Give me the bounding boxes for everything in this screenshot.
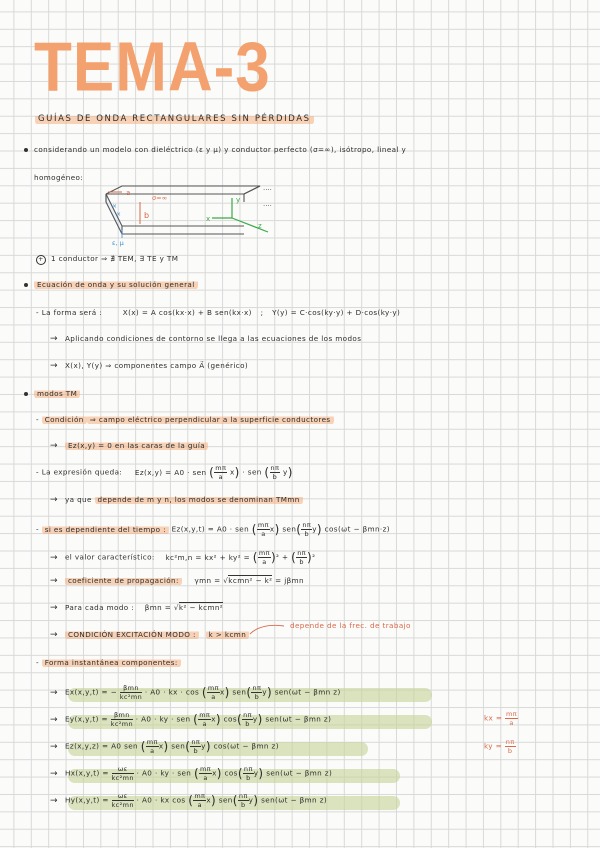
frac-n-pi-b xyxy=(296,549,307,566)
axis-z-line xyxy=(232,218,268,232)
mode-label: Para cada modo : xyxy=(64,603,135,612)
cos-text: cos xyxy=(223,714,237,724)
eq-tail: sen(ωt − βmn z) xyxy=(265,714,332,724)
frac-num: nπ xyxy=(243,711,252,719)
expression-label: La expresión queda: xyxy=(41,467,123,477)
paren-open: ( xyxy=(236,712,243,727)
frac-n-pi-b xyxy=(251,684,262,701)
conductor-note xyxy=(36,254,178,265)
intro-line-1 xyxy=(24,145,406,154)
kx-note xyxy=(484,710,518,727)
var-x: x xyxy=(212,768,217,778)
axis-x-label: x xyxy=(206,215,211,223)
char-label: el valor característico: xyxy=(64,552,155,562)
frac-m-pi-a xyxy=(207,684,220,701)
frac-num: mπ xyxy=(257,521,269,529)
sqrt-icon: √ xyxy=(223,576,229,585)
frac-n-pi-b xyxy=(190,738,201,755)
arrow-right-icon: → xyxy=(50,768,58,779)
frac-beta-kc xyxy=(120,684,142,701)
dash-icon: - xyxy=(36,467,39,477)
frac-den: a xyxy=(150,747,155,755)
frac-den: a xyxy=(261,530,266,538)
arrow-right-icon: → xyxy=(50,552,58,563)
frac-m-pi-a xyxy=(146,738,159,755)
eq-ey-line xyxy=(50,711,331,728)
condition-label: Condición xyxy=(42,414,87,425)
frac-den: b xyxy=(272,473,278,481)
time-line: - si es dependiente del tiempo : Ez(x,y,t) = A0 · sen ( $\frac{m\pi}{a}$ x) sen( $\frac{n\pi}{b}$ y) cos(ωt − βmn·z) xyxy=(36,521,390,538)
frac-den: a xyxy=(262,558,267,566)
frac-num: βmn xyxy=(120,684,142,693)
frac-m-pi-a xyxy=(258,549,271,566)
paren-open: ( xyxy=(140,739,146,754)
frac-num: nπ xyxy=(191,738,201,746)
paren-open: ( xyxy=(264,465,270,480)
conductor-note-text: 1 conductor ⇒ ∄ TEM, ∃ TE y TM xyxy=(51,254,179,263)
paren-open: ( xyxy=(237,766,243,781)
section3-heading-text: Forma instantánea componentes: xyxy=(42,657,181,668)
paren-close: ) xyxy=(253,793,259,808)
eq-tail: sen(ωt − βmn z) xyxy=(274,687,341,697)
frac-num: βmn xyxy=(111,711,133,720)
var-y: y xyxy=(312,524,317,534)
section1-heading-text: Ecuación de onda y su solución general xyxy=(34,279,198,290)
section1-arrow-2 xyxy=(50,361,248,371)
expression-line: - La expresión queda: Ez(x,y) = A0 · sen ( $\frac{m\pi}{a}$ x) · sen ( $\frac{n\pi}{b}$ y) xyxy=(36,464,293,481)
cross-mark-icon: × xyxy=(116,211,122,218)
frac-omega-kc xyxy=(112,792,134,809)
time-eq-start: Ez(x,y,t) = A0 · sen xyxy=(171,524,250,534)
paren-open: ( xyxy=(188,793,194,808)
paren-open: ( xyxy=(193,712,199,727)
form-label: La forma será : xyxy=(41,308,103,317)
condition-text: ⇒ campo eléctrico perpendicular a la superficie conductores xyxy=(87,414,334,425)
time-eq-end: cos(ωt − βmn·z) xyxy=(324,524,390,534)
axis-y-label: y xyxy=(236,196,241,204)
frac-num: mπ xyxy=(207,684,219,692)
mode-line xyxy=(50,603,223,613)
frac-den: b xyxy=(299,558,304,566)
eq-tail-cos: cos(ωt − βmn z) xyxy=(213,741,279,751)
char-line: → el valor característico: kc²m,n = kx² + ky² = ( $\frac{m\pi}{a}$ )² + ( $\frac{n\pi}{b}$ )² xyxy=(50,549,316,566)
frac-m-pi-a xyxy=(257,521,270,538)
eq-ez-line xyxy=(50,738,279,755)
subtitle-text: GUÍAS DE ONDA RECTANGULARES SIN PÉRDIDAS xyxy=(35,113,314,125)
frac-den: a xyxy=(203,774,208,782)
char-eq: kc²m,n = kx² + ky² = xyxy=(165,552,251,562)
paren-close: ) xyxy=(274,522,280,537)
label-a: a xyxy=(126,189,131,197)
prop-line xyxy=(50,576,304,586)
prop-label: coeficiente de propagación: xyxy=(65,575,182,586)
frac-den: b xyxy=(193,747,198,755)
paren-close: ) xyxy=(257,712,263,727)
arrow-right-icon: → xyxy=(50,603,58,613)
excitation-eq: k > kcmn xyxy=(206,629,250,640)
kx-label: kx = xyxy=(484,713,503,723)
eq-tail: sen(ωt − βmn z) xyxy=(266,768,333,778)
arrow1-text: Aplicando condiciones de contorno se llega a las ecuaciones de los modos xyxy=(64,334,362,343)
paren-open: ( xyxy=(246,685,252,700)
dash-icon: - xyxy=(36,415,39,424)
ky-label: ky = xyxy=(484,741,503,751)
form-sep: ; xyxy=(260,308,264,317)
form-y-eq: Y(y) = C·cos(ky·y) + D·cos(ky·y) xyxy=(272,308,401,317)
bullet-icon xyxy=(24,392,28,396)
section2-heading xyxy=(24,389,80,398)
sqrt-icon: √ xyxy=(173,603,179,612)
arrow-right-icon: → xyxy=(50,441,58,451)
paren-open: ( xyxy=(251,522,257,537)
mode-sqrt: k² − kcmn² xyxy=(178,603,224,612)
dash-icon: - xyxy=(36,524,39,534)
eq-ex-label: Ex(x,y,t) = − xyxy=(64,687,118,697)
diagram-dots-2: .... xyxy=(263,200,272,208)
frac-m-pi-a xyxy=(214,464,227,481)
arrow-right-icon: → xyxy=(50,795,58,806)
paren-close: ) xyxy=(270,550,277,565)
arrow-right-icon: → xyxy=(50,630,58,640)
circled-plus-icon: + xyxy=(36,255,46,265)
waveguide-diagram xyxy=(100,182,280,248)
eq-ey-label: Ey(x,y,t) = xyxy=(64,714,108,724)
frac-num: mπ xyxy=(199,711,211,719)
frac-m-pi-a xyxy=(193,792,206,809)
var-y: y xyxy=(262,687,267,697)
excitation-line xyxy=(50,630,249,640)
excitation-note: depende de la frec. de trabajo xyxy=(290,621,411,630)
bullet-icon xyxy=(24,283,28,287)
arrow-right-icon: → xyxy=(50,361,58,371)
frac-num: nπ xyxy=(243,765,253,773)
eq-ey-mid: · A0 · ky · sen xyxy=(135,714,191,724)
frac-num: mπ xyxy=(200,765,212,773)
frac-beta-kc xyxy=(111,711,133,728)
paren-open: ( xyxy=(201,685,207,700)
prop-eq-end: = jβmn xyxy=(275,576,305,585)
frac-den: b xyxy=(245,720,250,728)
arrow-right-icon: → xyxy=(50,714,58,725)
frac-den: kc²mn xyxy=(110,720,134,728)
frac-num: ωε xyxy=(112,765,134,774)
depends-text: depende de m y n, los modos se denominan TMmn xyxy=(95,494,303,505)
frac-num: nπ xyxy=(238,792,248,800)
page-title: TEMA-3 xyxy=(34,29,271,107)
depends-line xyxy=(50,495,303,505)
ky-note xyxy=(484,738,516,755)
frac-n-pi-b xyxy=(243,765,254,782)
axis-z-label: z xyxy=(258,222,262,230)
ez-zero-line xyxy=(50,441,208,451)
cross-mark-icon: × xyxy=(112,203,118,210)
kx-frac xyxy=(505,710,518,727)
section3-heading xyxy=(36,658,181,667)
frac-num: mπ xyxy=(194,792,206,800)
frac-den: kc²mn xyxy=(119,693,143,701)
paren-open: ( xyxy=(193,766,200,781)
mode-eq-start: βmn = xyxy=(144,603,172,612)
intro-text-1: considerando un modelo con dieléctrico (ε y μ) y conductor perfecto (σ=∞), isótropo, lineal y xyxy=(34,145,407,154)
excitation-pointer-arrow xyxy=(248,622,288,638)
paren-open: ( xyxy=(291,550,297,565)
section2-heading-text: modos TM xyxy=(34,388,80,399)
arrow-right-icon: → xyxy=(50,334,58,344)
frac-den: a xyxy=(509,719,514,727)
frac-den: b xyxy=(240,801,246,809)
arrow2-text: X(x), Y(y) ⇒ componentes campo A⃗ (genérico) xyxy=(64,361,249,370)
frac-num: nπ xyxy=(302,521,312,529)
eq-hx-label: Hx(x,y,t) = xyxy=(64,768,109,778)
frac-den: a xyxy=(202,720,207,728)
var-x: x xyxy=(211,714,216,724)
frac-n-pi-b xyxy=(270,464,281,481)
eq-hx-mid: · A0 · ky · sen xyxy=(136,768,192,778)
frac-m-pi-a xyxy=(198,711,211,728)
paren-close: ) xyxy=(211,793,217,808)
frac-omega-kc xyxy=(112,765,134,782)
paren-open: ( xyxy=(252,550,258,565)
paren-open: ( xyxy=(232,793,238,808)
var-x: x xyxy=(269,524,275,534)
paren-close: ) xyxy=(234,465,240,480)
form-x-eq: X(x) = A cos(kx·x) + B sen(kx·x) xyxy=(122,308,252,317)
frac-m-pi-a xyxy=(199,765,212,782)
subtitle xyxy=(35,114,314,124)
paren-close: ) xyxy=(258,766,264,781)
paren-close: ) xyxy=(287,465,293,480)
var-y: y xyxy=(248,795,254,805)
var-y: y xyxy=(253,768,259,778)
eq-hy-line xyxy=(50,792,327,809)
intro-line-2: homogéneo: xyxy=(34,173,84,182)
paren-close: ) xyxy=(316,522,322,537)
expression-eq: Ez(x,y) = A0 · sen xyxy=(134,467,207,477)
paren-open: ( xyxy=(209,465,215,480)
dash-icon: - xyxy=(36,658,39,667)
sen-text: sen xyxy=(232,687,247,697)
frac-num: nπ xyxy=(270,464,280,472)
paren-close: ) xyxy=(215,712,221,727)
bullet-icon xyxy=(24,148,28,152)
frac-n-pi-b xyxy=(242,711,253,728)
frac-den: b xyxy=(507,747,513,755)
sen-text: sen xyxy=(218,795,233,805)
eq-hx-line xyxy=(50,765,332,782)
diagram-dots: .... xyxy=(263,184,272,192)
frac-den: b xyxy=(254,693,260,701)
dash-icon: - xyxy=(36,308,39,317)
frac-num: mπ xyxy=(146,738,158,746)
condition-line xyxy=(36,415,334,424)
var-x: x xyxy=(158,741,164,751)
label-b: b xyxy=(144,211,150,220)
eq-ex-mid: · A0 · kx · cos xyxy=(144,687,200,697)
frac-num: nπ xyxy=(252,684,262,692)
arrow-right-icon: → xyxy=(50,495,58,505)
label-sigma: σ=∞ xyxy=(152,194,167,202)
frac-den: b xyxy=(304,530,310,538)
ky-frac xyxy=(505,738,516,755)
form-line xyxy=(36,308,400,317)
sen-text: sen xyxy=(171,741,186,751)
arrow-right-icon: → xyxy=(50,576,58,586)
time-label: si es dependiente del tiempo : xyxy=(42,524,169,535)
frac-num: nπ xyxy=(505,738,515,746)
frac-num: mπ xyxy=(215,464,227,472)
frac-den: a xyxy=(218,473,223,481)
frac-num: nπ xyxy=(297,549,307,557)
var-x: x xyxy=(206,795,212,805)
eq-hy-label: Hy(x,y,t) = xyxy=(64,795,109,805)
var-x: x xyxy=(230,467,235,477)
frac-den: kc²mn xyxy=(111,801,134,809)
paren-open: ( xyxy=(296,522,302,537)
prop-eq-start: γmn = xyxy=(194,576,221,585)
ez-zero-text: Ez(x,y) = 0 en las caras de la guía xyxy=(65,440,208,451)
section1-heading xyxy=(24,280,198,289)
prop-sqrt: kcmn² − k² xyxy=(228,576,273,585)
eq-tail: sen(ωt − βmn z) xyxy=(261,795,328,805)
excitation-label: CONDICIÓN EXCITACIÓN MODO : xyxy=(65,629,199,640)
cos-text: cos xyxy=(224,768,238,778)
eq-ez-label: Ez(x,y,z) = A0 sen xyxy=(64,741,139,751)
arrow-right-icon: → xyxy=(50,687,58,698)
depends-pre: ya que xyxy=(64,495,92,504)
eq-ex-line xyxy=(50,684,341,701)
arrow-right-icon: → xyxy=(50,741,58,752)
paren-open: ( xyxy=(185,739,191,754)
label-eps-mu: ε, μ xyxy=(112,239,124,247)
frac-num: mπ xyxy=(258,549,270,557)
frac-den: a xyxy=(211,693,216,701)
frac-n-pi-b xyxy=(301,521,312,538)
paren-close: ) xyxy=(205,739,211,754)
var-y: y xyxy=(201,741,206,751)
eq-hy-mid: · A0 · kx cos xyxy=(136,795,186,805)
paren-close: ) xyxy=(266,685,273,700)
frac-den: b xyxy=(246,774,251,782)
section1-arrow-1 xyxy=(50,334,361,344)
frac-num: ωε xyxy=(112,792,134,801)
paren-close: ) xyxy=(307,550,313,565)
var-y: y xyxy=(252,714,258,724)
var-y: y xyxy=(283,467,288,477)
var-x: x xyxy=(219,687,225,697)
frac-num: mπ xyxy=(506,710,518,718)
paren-close: ) xyxy=(224,685,230,700)
paren-close: ) xyxy=(216,766,222,781)
paren-close: ) xyxy=(163,739,169,754)
frac-n-pi-b xyxy=(238,792,249,809)
frac-den: a xyxy=(197,801,203,809)
frac-den: kc²mn xyxy=(111,774,134,782)
